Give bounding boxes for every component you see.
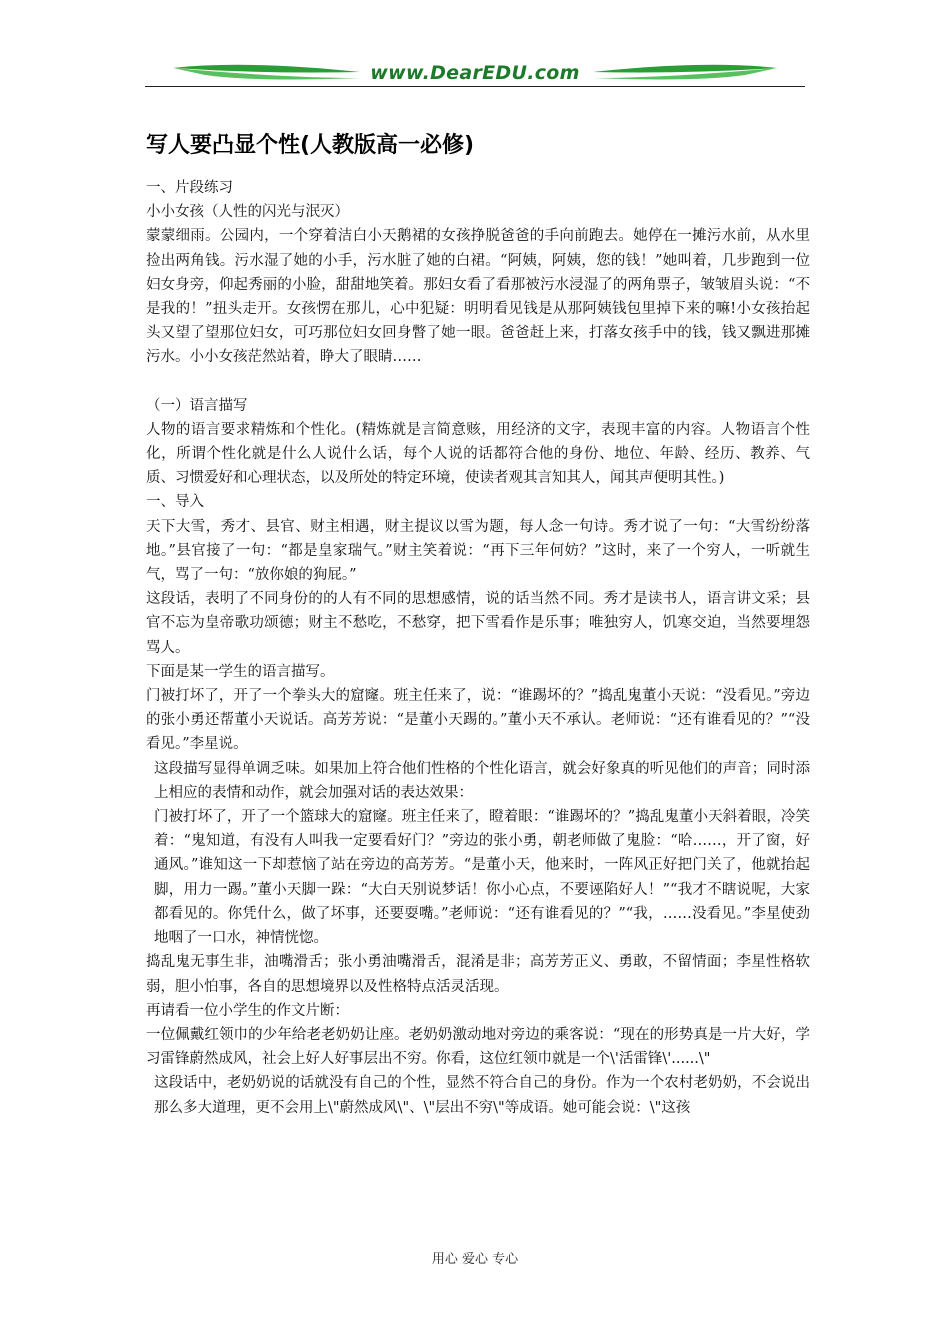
- site-header: [145, 58, 805, 92]
- paragraph: 一位佩戴红领巾的少年给老老奶奶让座。老奶奶激动地对旁边的乘客说：“现在的形势真是一片大好，学习雷锋蔚然成风，社会上好人好事层出不穷。你看，这位红领巾就是一个\'活雷锋\'......\": [146, 1026, 810, 1068]
- spacer: [146, 370, 810, 394]
- document-body: [146, 176, 810, 1120]
- paragraph: 这段话，表明了不同身份的的人有不同的思想感情，说的话当然不同。秀才是读书人，语言讲文采；县官不忘为皇帝歌功颂德；财主不愁吃，不愁穿，把下雪看作是乐事；唯独穷人，饥寒交迫，当然要埋怨骂人。: [146, 591, 810, 656]
- paragraph: 门被打坏了，开了一个拳头大的窟窿。班主任来了，说：“谁踢坏的？”捣乱鬼董小天说：“没看见。”旁边的张小勇还帮董小天说话。高芳芳说：“是董小天踢的。”董小天不承认。老师说：“还有谁看见的？”“没看见。”李星说。: [146, 688, 810, 753]
- paragraph: 再请看一位小学生的作文片断：: [146, 1002, 349, 1019]
- section-heading: 一、导入: [146, 494, 204, 511]
- subheading: 小小女孩（人性的闪光与泯灭）: [146, 204, 349, 221]
- site-logo-text: www.DearEDU.com: [370, 62, 580, 84]
- header-divider: [145, 86, 805, 87]
- paragraph: 天下大雪，秀才、县官、财主相遇，财主提议以雪为题，每人念一句诗。秀才说了一句：“大雪纷纷落地。”县官接了一句：“都是皇家瑞气。”财主笑着说：“再下三年何妨？”这时，来了一个穷人，一听就生气，骂了一句：“放你娘的狗屁。”: [146, 518, 810, 584]
- document-title: 写人要凸显个性(人教版高一必修): [146, 133, 475, 158]
- paragraph: 这段描写显得单调乏味。如果加上符合他们性格的个性化语言，就会好象真的听见他们的声音；同时添上相应的表情和动作，就会加强对话的表达效果：: [154, 760, 810, 801]
- paragraph: 蒙蒙细雨。公园内，一个穿着洁白小天鹅裙的女孩挣脱爸爸的手向前跑去。她停在一摊污水前，从水里捡出两角钱。污水湿了她的小手，污水脏了她的白裙。“阿姨，阿姨，您的钱！”她叫着，几步跑到一位妇女身旁，仰起秀丽的小脸，甜甜地笑着。那妇女看了看那被污水浸湿了的两角票子，皱皱眉头说：“不是我的！”扭头走开。女孩愣在那儿，心中犯疑：明明看见钱是从那阿姨钱包里掉下来的嘛!小女孩抬起头又望了望那位妇女，可巧那位妇女回身瞥了她一眼。爸爸赶上来，打落女孩手中的钱，钱又飘进那摊污水。小小女孩茫然站着，睁大了眼睛……: [146, 228, 810, 366]
- section-heading: 一、片段练习: [146, 180, 233, 196]
- section-heading: （一）语言描写: [146, 397, 248, 414]
- paragraph: 这段话中，老奶奶说的话就没有自己的个性，显然不符合自己的身份。作为一个农村老奶奶，不会说出那么多大道理，更不会用上\"蔚然成风\"、\"层出不穷\"等成语。她可能会说：\"这孩: [154, 1075, 810, 1116]
- page-footer: 用心 爱心 专心: [431, 1252, 519, 1267]
- paragraph: 门被打坏了，开了一个篮球大的窟窿。班主任来了，瞪着眼：“谁踢坏的？”捣乱鬼董小天斜着眼，冷笑着：“鬼知道，有没有人叫我一定要看好门？”旁边的张小勇，朝老师做了鬼脸：“哈……，开了窗，好通风。”谁知这一下却惹恼了站在旁边的高芳芳。“是董小天，他来时，一阵风正好把门关了，他就抬起脚，用力一踢。”董小天脚一跺：“大白天别说梦话！你小心点，不要诬陷好人！”“我才不瞎说呢，大家都看见的。你凭什么，做了坏事，还要耍嘴。”老师说：“还有谁看见的？”“我，……没看见。”李星使劲地咽了一口水，神情恍惚。: [154, 809, 810, 947]
- paragraph: 人物的语言要求精炼和个性化。(精炼就是言简意赅，用经济的文字，表现丰富的内容。人物语言个性化，所谓个性化就是什么人说什么话，每个人说的话都符合他的身份、地位、年龄、经历、教养、气质、习惯爱好和心理状态，以及所处的特定环境，使读者观其言知其人，闻其声便明其性。): [146, 421, 810, 487]
- paragraph: 捣乱鬼无事生非，油嘴滑舌；张小勇油嘴滑舌，混淆是非；高芳芳正义、勇敢，不留情面；李星性格软弱，胆小怕事，各自的思想境界以及性格特点活灵活现。: [146, 954, 810, 995]
- paragraph: 下面是某一学生的语言描写。: [146, 663, 335, 680]
